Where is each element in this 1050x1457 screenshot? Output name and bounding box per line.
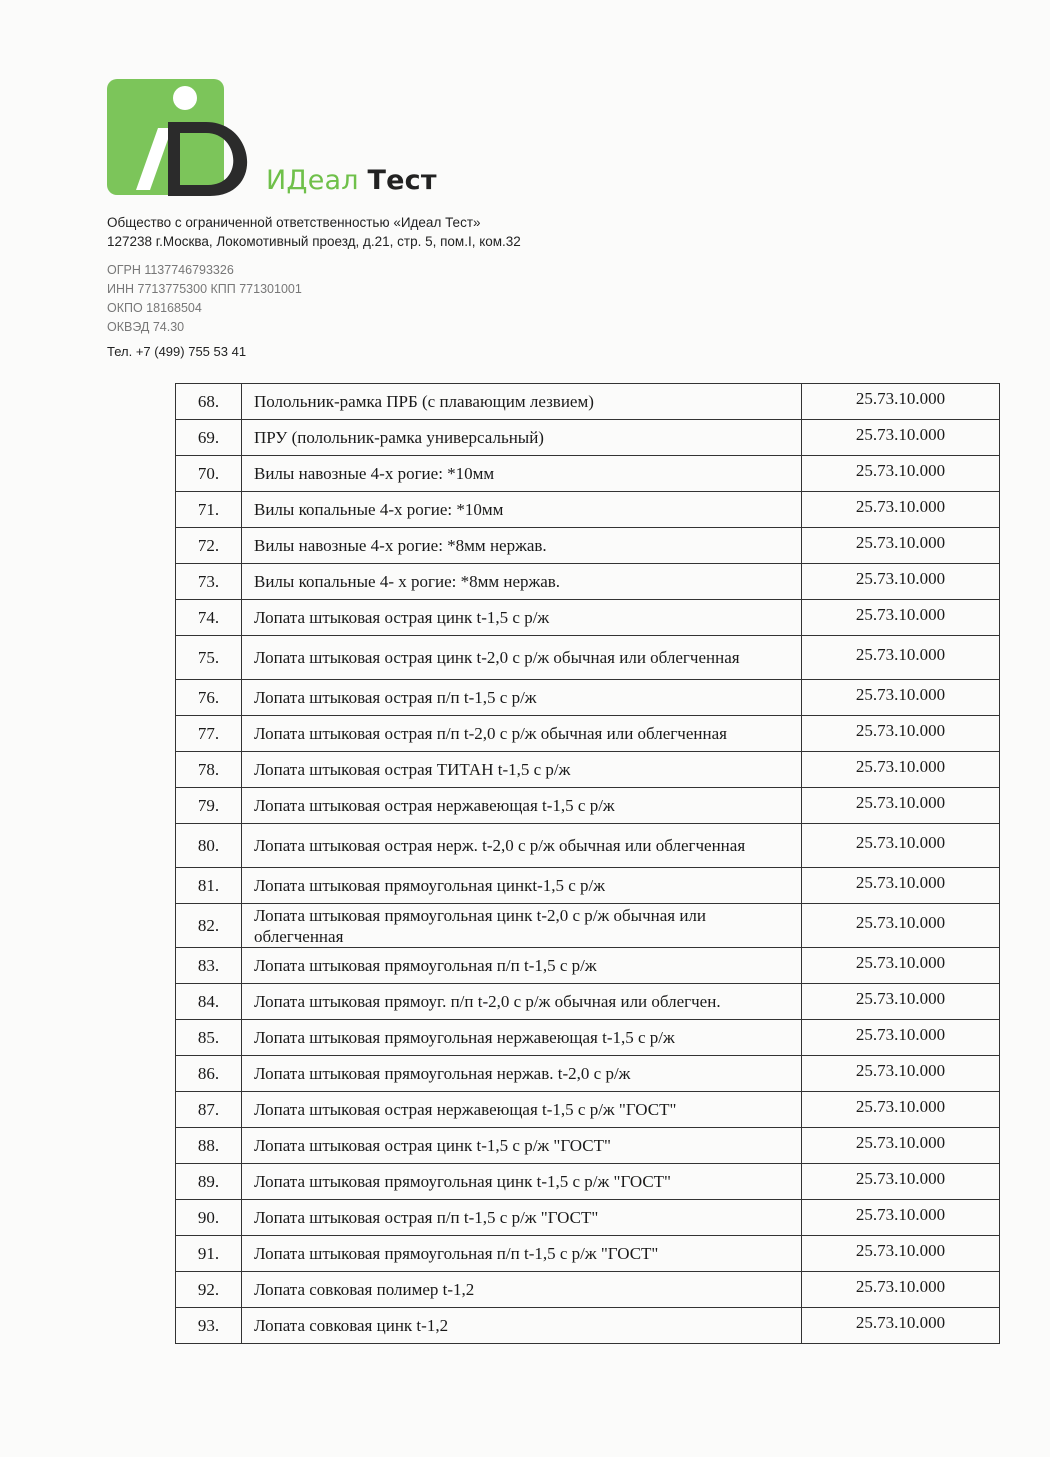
row-name: Лопата штыковая острая нерж. t-2,0 с р/ж обычная или облегченная xyxy=(242,824,802,868)
row-name: Лопата совковая полимер t-1,2 xyxy=(242,1272,802,1308)
company-full-name: Общество с ограниченной ответственностью «Идеал Тест» xyxy=(107,215,481,230)
table-row xyxy=(176,1200,1000,1236)
row-name: Лопата совковая цинк t-1,2 xyxy=(242,1308,802,1344)
row-name: Лопата штыковая острая ТИТАН t-1,5 с р/ж xyxy=(242,752,802,788)
row-number: 68. xyxy=(176,384,242,420)
row-name: Лопата штыковая прямоугольная нержавеющая t-1,5 с р/ж xyxy=(242,1020,802,1056)
table-row xyxy=(176,564,1000,600)
row-number: 75. xyxy=(176,636,242,680)
row-number: 74. xyxy=(176,600,242,636)
row-code: 25.73.10.000 xyxy=(802,680,1000,716)
row-code: 25.73.10.000 xyxy=(802,984,1000,1020)
row-number: 86. xyxy=(176,1056,242,1092)
row-name: ПРУ (полольник-рамка универсальный) xyxy=(242,420,802,456)
row-code: 25.73.10.000 xyxy=(802,716,1000,752)
row-number: 84. xyxy=(176,984,242,1020)
inn-kpp: ИНН 7713775300 КПП 771301001 xyxy=(107,282,302,296)
logo-mark xyxy=(106,78,266,200)
table-row xyxy=(176,824,1000,868)
row-code: 25.73.10.000 xyxy=(802,1200,1000,1236)
row-name: Лопата штыковая острая нержавеющая t-1,5 с р/ж "ГОСТ" xyxy=(242,1092,802,1128)
row-number: 69. xyxy=(176,420,242,456)
table-row xyxy=(176,1272,1000,1308)
okpo: ОКПО 18168504 xyxy=(107,301,202,315)
row-code: 25.73.10.000 xyxy=(802,824,1000,868)
row-code: 25.73.10.000 xyxy=(802,1164,1000,1200)
row-code: 25.73.10.000 xyxy=(802,528,1000,564)
row-number: 89. xyxy=(176,1164,242,1200)
row-name: Лопата штыковая прямоугольная нержав. t-2,0 с р/ж xyxy=(242,1056,802,1092)
row-name: Лопата штыковая прямоуг. п/п t-2,0 с р/ж обычная или облегчен. xyxy=(242,984,802,1020)
row-number: 93. xyxy=(176,1308,242,1344)
table-row xyxy=(176,1020,1000,1056)
row-number: 91. xyxy=(176,1236,242,1272)
ogrn: ОГРН 1137746793326 xyxy=(107,263,234,277)
row-code: 25.73.10.000 xyxy=(802,1272,1000,1308)
table-row xyxy=(176,788,1000,824)
brand-name-part2: Тест xyxy=(367,165,437,196)
table-row xyxy=(176,1236,1000,1272)
table-row xyxy=(176,636,1000,680)
row-code: 25.73.10.000 xyxy=(802,384,1000,420)
row-name: Лопата штыковая прямоугольная цинк t-2,0 с р/ж обычная или облегченная xyxy=(242,904,802,948)
row-code: 25.73.10.000 xyxy=(802,868,1000,904)
row-code: 25.73.10.000 xyxy=(802,1020,1000,1056)
brand-name xyxy=(266,166,437,196)
row-name: Вилы навозные 4-х рогие: *8мм нержав. xyxy=(242,528,802,564)
row-name: Полольник-рамка ПРБ (с плавающим лезвием) xyxy=(242,384,802,420)
table-row xyxy=(176,528,1000,564)
table-row xyxy=(176,384,1000,420)
row-number: 73. xyxy=(176,564,242,600)
row-number: 70. xyxy=(176,456,242,492)
items-table xyxy=(175,383,1000,1344)
row-code: 25.73.10.000 xyxy=(802,636,1000,680)
row-code: 25.73.10.000 xyxy=(802,564,1000,600)
table-row xyxy=(176,1056,1000,1092)
row-code: 25.73.10.000 xyxy=(802,948,1000,984)
row-name: Лопата штыковая острая нержавеющая t-1,5 с р/ж xyxy=(242,788,802,824)
row-number: 78. xyxy=(176,752,242,788)
row-name: Вилы копальные 4- х рогие: *8мм нержав. xyxy=(242,564,802,600)
table-row xyxy=(176,600,1000,636)
row-number: 76. xyxy=(176,680,242,716)
row-code: 25.73.10.000 xyxy=(802,492,1000,528)
row-name: Лопата штыковая прямоугольная цинк t-1,5 с р/ж "ГОСТ" xyxy=(242,1164,802,1200)
table-row xyxy=(176,716,1000,752)
row-code: 25.73.10.000 xyxy=(802,420,1000,456)
row-number: 83. xyxy=(176,948,242,984)
company-phone: Тел. +7 (499) 755 53 41 xyxy=(107,344,247,359)
row-name: Лопата штыковая прямоугольная цинкt-1,5 с р/ж xyxy=(242,868,802,904)
row-code: 25.73.10.000 xyxy=(802,1308,1000,1344)
row-name: Лопата штыковая острая п/п t-1,5 с р/ж xyxy=(242,680,802,716)
row-code: 25.73.10.000 xyxy=(802,456,1000,492)
row-name: Лопата штыковая острая цинк t-1,5 с р/ж xyxy=(242,600,802,636)
company-requisites xyxy=(107,261,302,337)
row-name: Вилы навозные 4-х рогие: *10мм xyxy=(242,456,802,492)
table-row xyxy=(176,904,1000,948)
table-row xyxy=(176,456,1000,492)
row-number: 81. xyxy=(176,868,242,904)
row-number: 87. xyxy=(176,1092,242,1128)
row-number: 71. xyxy=(176,492,242,528)
table-row xyxy=(176,1308,1000,1344)
row-number: 90. xyxy=(176,1200,242,1236)
row-code: 25.73.10.000 xyxy=(802,1236,1000,1272)
row-number: 80. xyxy=(176,824,242,868)
table-row xyxy=(176,1128,1000,1164)
row-number: 92. xyxy=(176,1272,242,1308)
row-code: 25.73.10.000 xyxy=(802,1092,1000,1128)
row-code: 25.73.10.000 xyxy=(802,600,1000,636)
row-number: 88. xyxy=(176,1128,242,1164)
table-row xyxy=(176,492,1000,528)
table-row xyxy=(176,680,1000,716)
table-row xyxy=(176,984,1000,1020)
row-name: Лопата штыковая острая цинк t-1,5 с р/ж "ГОСТ" xyxy=(242,1128,802,1164)
row-name: Лопата штыковая острая п/п t-1,5 с р/ж "ГОСТ" xyxy=(242,1200,802,1236)
table-row xyxy=(176,948,1000,984)
row-number: 82. xyxy=(176,904,242,948)
row-code: 25.73.10.000 xyxy=(802,1128,1000,1164)
table-row xyxy=(176,868,1000,904)
row-number: 77. xyxy=(176,716,242,752)
row-name: Лопата штыковая острая цинк t-2,0 с р/ж обычная или облегченная xyxy=(242,636,802,680)
row-name: Лопата штыковая прямоугольная п/п t-1,5 с р/ж xyxy=(242,948,802,984)
row-code: 25.73.10.000 xyxy=(802,752,1000,788)
row-number: 79. xyxy=(176,788,242,824)
row-number: 85. xyxy=(176,1020,242,1056)
brand-name-part1: ИДеал xyxy=(266,165,359,196)
row-number: 72. xyxy=(176,528,242,564)
table-row xyxy=(176,1092,1000,1128)
company-info xyxy=(107,213,521,251)
row-code: 25.73.10.000 xyxy=(802,1056,1000,1092)
table-row xyxy=(176,420,1000,456)
row-code: 25.73.10.000 xyxy=(802,904,1000,948)
row-code: 25.73.10.000 xyxy=(802,788,1000,824)
company-address: 127238 г.Москва, Локомотивный проезд, д.21, стр. 5, пом.I, ком.32 xyxy=(107,234,521,249)
row-name: Лопата штыковая прямоугольная п/п t-1,5 с р/ж "ГОСТ" xyxy=(242,1236,802,1272)
row-name: Лопата штыковая острая п/п t-2,0 с р/ж обычная или облегченная xyxy=(242,716,802,752)
row-name: Вилы копальные 4-х рогие: *10мм xyxy=(242,492,802,528)
table-row xyxy=(176,1164,1000,1200)
okved: ОКВЭД 74.30 xyxy=(107,320,185,334)
table-row xyxy=(176,752,1000,788)
